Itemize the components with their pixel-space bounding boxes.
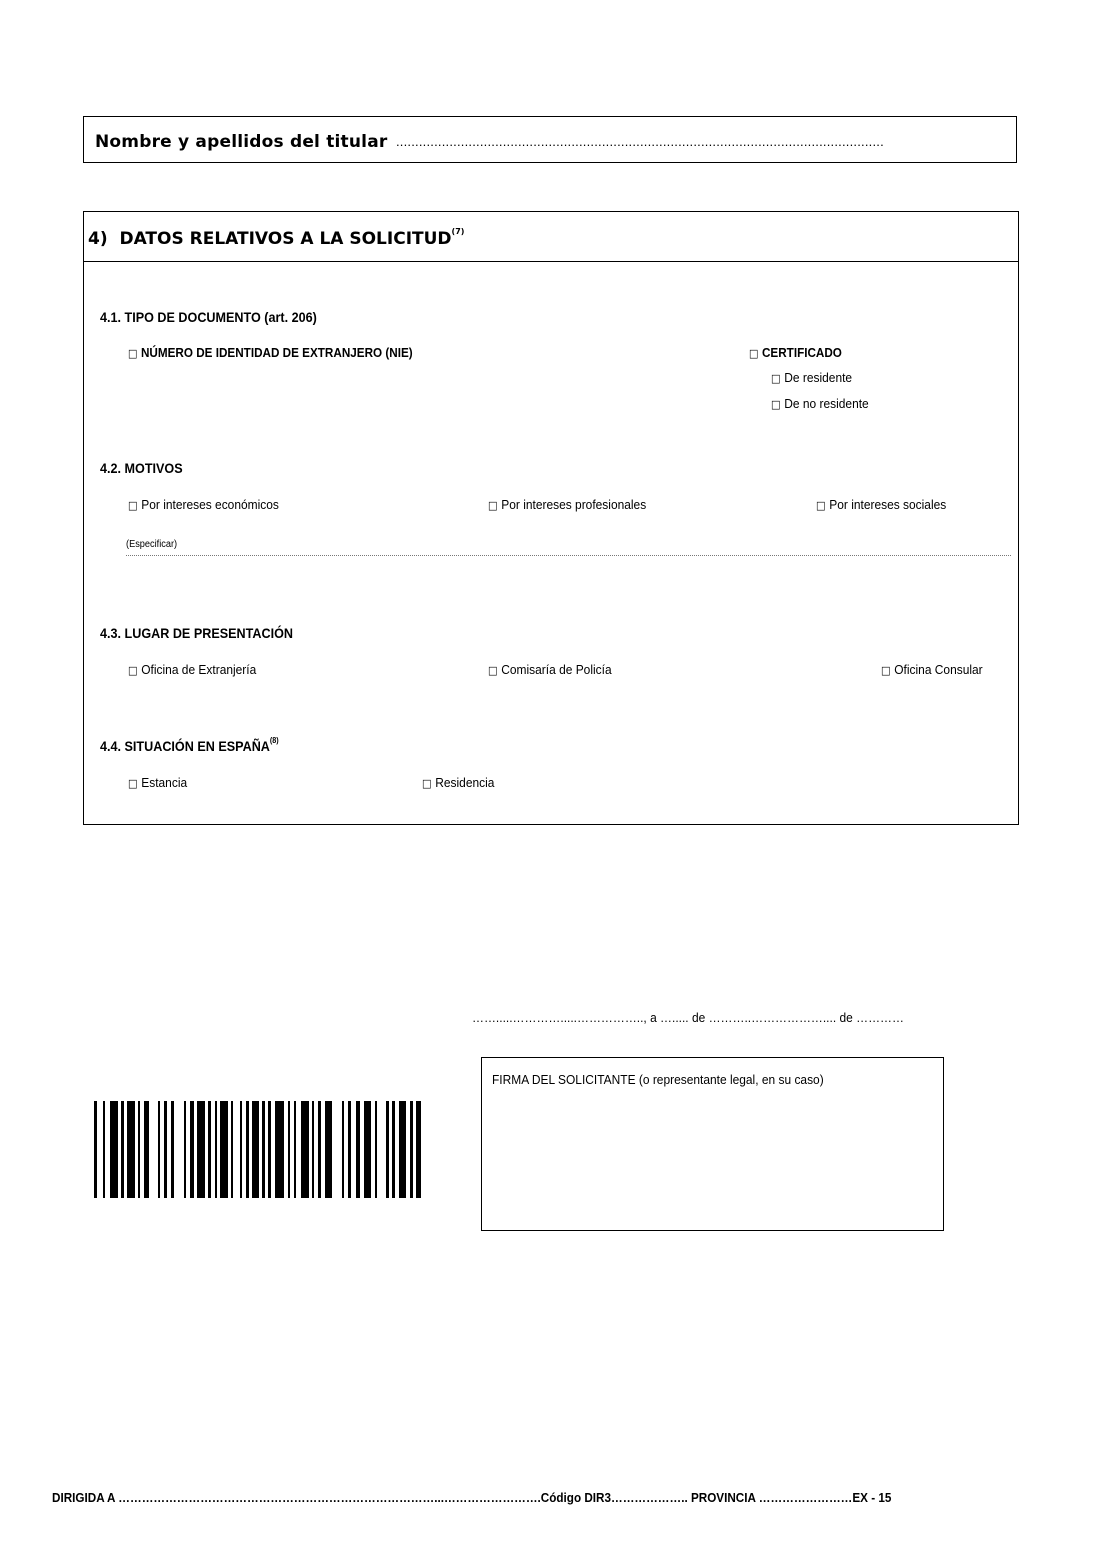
checkbox-oficina-consular[interactable] bbox=[881, 662, 983, 677]
checkbox-icon: □ bbox=[128, 664, 138, 677]
barcode-icon bbox=[94, 1101, 424, 1198]
checkbox-icon: □ bbox=[771, 398, 781, 411]
checkbox-estancia[interactable] bbox=[128, 775, 187, 790]
de-residente-label: De residente bbox=[784, 370, 853, 385]
titular-name-label: Nombre y apellidos del titular bbox=[95, 132, 388, 152]
checkbox-certificado[interactable] bbox=[749, 345, 842, 360]
de-no-residente-label: De no residente bbox=[784, 396, 869, 411]
checkbox-icon: □ bbox=[488, 499, 498, 512]
solicitud-section bbox=[83, 211, 1019, 825]
titular-name-dots: ................................................................................................................................ bbox=[396, 134, 884, 149]
profesionales-label: Por intereses profesionales bbox=[501, 497, 647, 512]
extranjeria-label: Oficina de Extranjería bbox=[141, 662, 257, 677]
checkbox-icon: □ bbox=[816, 499, 826, 512]
section-title bbox=[88, 229, 464, 249]
checkbox-icon: □ bbox=[422, 777, 432, 790]
checkbox-icon: □ bbox=[771, 372, 781, 385]
residencia-label: Residencia bbox=[435, 775, 495, 790]
checkbox-icon: □ bbox=[488, 664, 498, 677]
checkbox-icon: □ bbox=[128, 499, 138, 512]
titular-name-field[interactable] bbox=[83, 116, 1017, 163]
checkbox-residencia[interactable] bbox=[422, 775, 494, 790]
signature-label: FIRMA DEL SOLICITANTE (o representante legal, en su caso) bbox=[492, 1072, 824, 1087]
section-header bbox=[84, 212, 1018, 262]
certificado-label: CERTIFICADO bbox=[761, 345, 842, 360]
place-date-line[interactable]: …….....………….....…………….., a …..... de ………..……………….... de ………… bbox=[472, 1010, 904, 1025]
checkbox-intereses-profesionales[interactable] bbox=[488, 497, 646, 512]
checkbox-icon: □ bbox=[128, 347, 138, 360]
checkbox-de-residente[interactable] bbox=[771, 370, 852, 385]
consular-label: Oficina Consular bbox=[894, 662, 983, 677]
lugar-heading: 4.3. LUGAR DE PRESENTACIÓN bbox=[100, 625, 293, 641]
estancia-label: Estancia bbox=[141, 775, 188, 790]
checkbox-icon: □ bbox=[749, 347, 759, 360]
comisaria-label: Comisaría de Policía bbox=[501, 662, 612, 677]
section-number: 4) bbox=[88, 229, 108, 249]
nie-label: NÚMERO DE IDENTIDAD DE EXTRANJERO (NIE) bbox=[140, 345, 413, 360]
footer-addressed-to: DIRIGIDA A ………………………………………………………………………...…………………….Código DIR3……………….. PROVINCIA ……………………EX - 15 bbox=[52, 1490, 892, 1505]
tipo-documento-heading: 4.1. TIPO DE DOCUMENTO (art. 206) bbox=[100, 309, 317, 325]
checkbox-icon: □ bbox=[128, 777, 138, 790]
checkbox-oficina-extranjeria[interactable] bbox=[128, 662, 256, 677]
situacion-heading-text: 4.4. SITUACIÓN EN ESPAÑA bbox=[100, 738, 270, 754]
checkbox-nie[interactable] bbox=[128, 345, 413, 360]
checkbox-de-no-residente[interactable] bbox=[771, 396, 869, 411]
section-footnote-ref: (7) bbox=[451, 227, 465, 236]
motivos-heading: 4.2. MOTIVOS bbox=[100, 460, 183, 476]
section-title-text: DATOS RELATIVOS A LA SOLICITUD bbox=[119, 229, 452, 249]
situacion-heading bbox=[100, 738, 279, 754]
checkbox-intereses-economicos[interactable] bbox=[128, 497, 279, 512]
especificar-label: (Especificar) bbox=[126, 539, 178, 550]
economicos-label: Por intereses económicos bbox=[141, 497, 279, 512]
situacion-footnote-ref: (8) bbox=[269, 736, 279, 745]
checkbox-comisaria-policia[interactable] bbox=[488, 662, 612, 677]
signature-box[interactable] bbox=[481, 1057, 944, 1231]
sociales-label: Por intereses sociales bbox=[829, 497, 947, 512]
checkbox-icon: □ bbox=[881, 664, 891, 677]
especificar-input-line[interactable] bbox=[126, 555, 1011, 556]
checkbox-intereses-sociales[interactable] bbox=[816, 497, 946, 512]
